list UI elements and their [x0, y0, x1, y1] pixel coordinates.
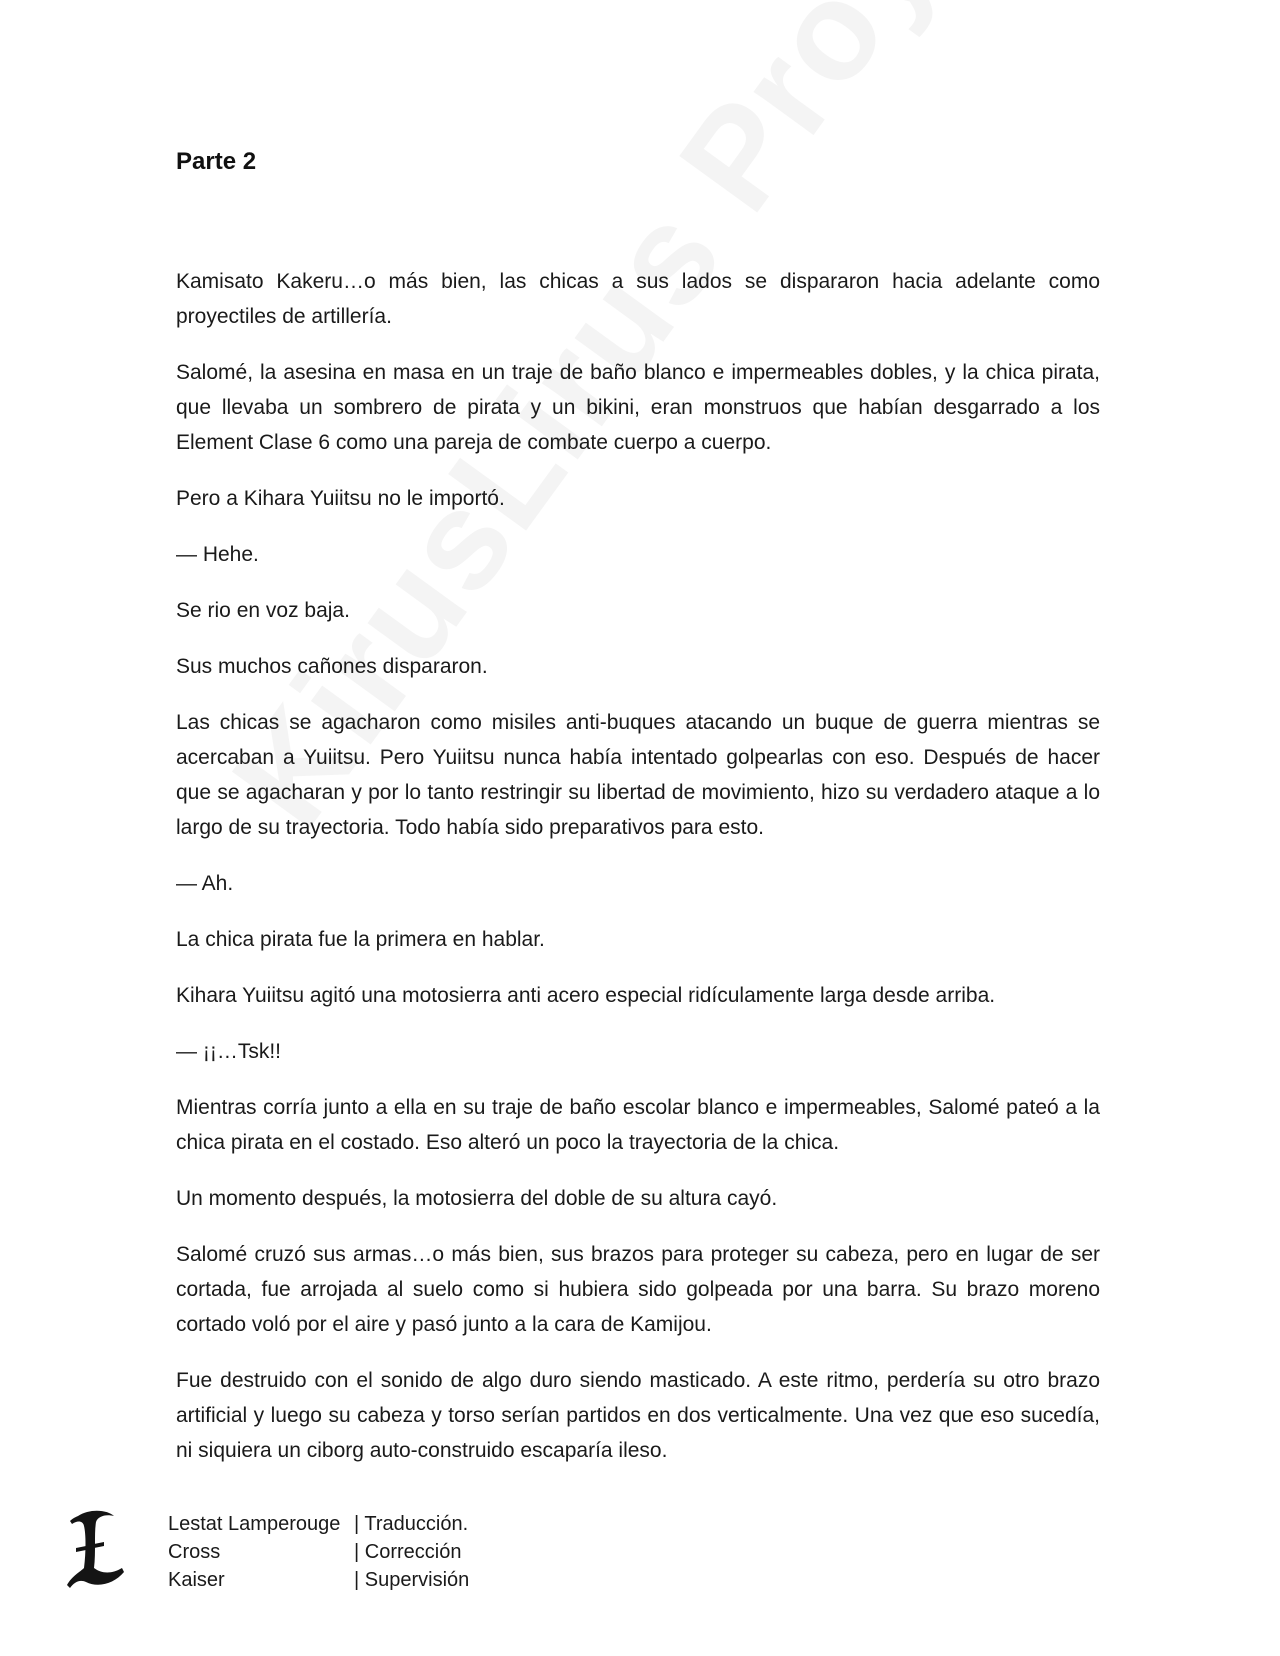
credit-row: [168, 1566, 469, 1594]
credit-name: Kaiser: [168, 1569, 225, 1591]
paragraph: Fue destruido con el sonido de algo duro siendo masticado. A este ritmo, perdería su otro brazo artificial y luego su cabeza y torso serían partidos en dos verticalmente. Una vez que eso sucedía, ni siquiera un ciborg auto-construido escaparía ileso.: [176, 1369, 1100, 1462]
credit-name: Lestat Lamperouge: [168, 1513, 341, 1535]
paragraph: Se rio en voz baja.: [176, 599, 350, 622]
paragraph: Salomé cruzó sus armas…o más bien, sus brazos para proteger su cabeza, pero en lugar de ser cortada, fue arrojada al suelo como si hubiera sido golpeada por una barra. Su brazo moreno cortado voló por el aire y pasó junto a la cara de Kamijou.: [176, 1243, 1100, 1336]
paragraph: — Hehe.: [176, 543, 259, 566]
credit-row: [168, 1510, 469, 1538]
credits-footer: [64, 1510, 664, 1600]
credit-name: Cross: [168, 1541, 221, 1563]
paragraph: Kamisato Kakeru…o más bien, las chicas a sus lados se dispararon hacia adelante como proyectiles de artillería.: [176, 270, 1100, 328]
credit-role: | Supervisión: [354, 1569, 470, 1591]
paragraph: Salomé, la asesina en masa en un traje de baño blanco e impermeables dobles, y la chica pirata, que llevaba un sombrero de pirata y un bikini, eran monstruos que habían desgarrado a los Element Clase 6 como una pareja de combate cuerpo a cuerpo.: [176, 361, 1100, 454]
page-title: Parte 2: [176, 148, 257, 175]
credit-role: | Corrección: [354, 1541, 462, 1563]
paragraph: Kihara Yuiitsu agitó una motosierra anti acero especial ridículamente larga desde arriba.: [176, 984, 996, 1007]
paragraph: Un momento después, la motosierra del doble de su altura cayó.: [176, 1187, 778, 1210]
credit-role: | Traducción.: [354, 1513, 469, 1535]
body-text: [176, 264, 1100, 1489]
credits-list: [168, 1510, 469, 1594]
credit-row: [168, 1538, 469, 1566]
paragraph: Sus muchos cañones dispararon.: [176, 655, 488, 678]
paragraph: Pero a Kihara Yuiitsu no le importó.: [176, 487, 505, 510]
paragraph: La chica pirata fue la primera en hablar.: [176, 928, 545, 951]
paragraph: Las chicas se agacharon como misiles anti-buques atacando un buque de guerra mientras se acercaban a Yuiitsu. Pero Yuiitsu nunca había intentado golpearlas con eso. Después de hacer que se agacharan y por lo tanto restringir su libertad de movimiento, hizo su verdadero ataque a lo largo de su trayectoria. Todo había sido preparativos para esto.: [176, 711, 1100, 839]
paragraph: — ¡¡…Tsk!!: [176, 1040, 281, 1063]
paragraph: — Ah.: [176, 872, 234, 895]
gothic-letter-L-icon: [64, 1508, 128, 1592]
paragraph: Mientras corría junto a ella en su traje de baño escolar blanco e impermeables, Salomé pateó a la chica pirata en el costado. Eso alteró un poco la trayectoria de la chica.: [176, 1096, 1100, 1154]
